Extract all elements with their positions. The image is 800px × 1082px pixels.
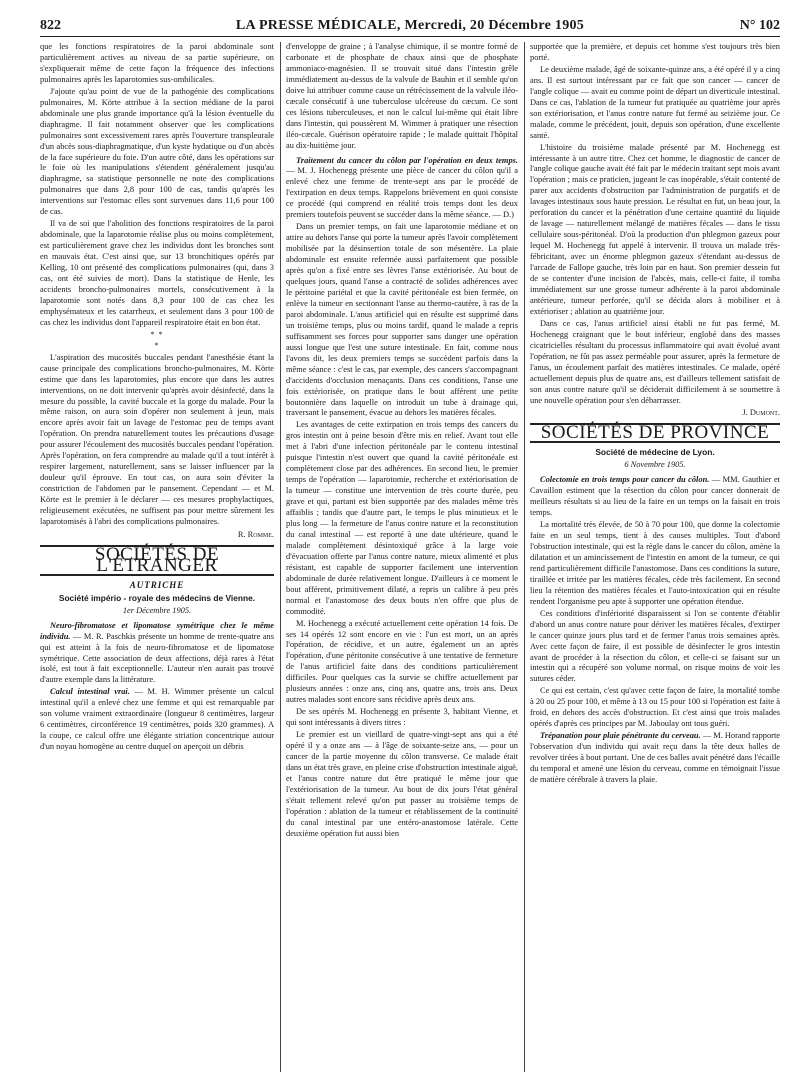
column-rule-2: [524, 42, 525, 1072]
paragraph: M. Hochenegg a exécuté actuellement cette opération 14 fois. De ses 14 opérés 12 sont encore en vie : l'un est mort, un an après l'opération, de récidive, et un autre, également un an après l'opération, d'une péritonite consécutive à une tentative de fermeture de l'anus artificiel faite dans des conditions particulièrement difficiles. Pour quelques cas la survie se chiffre actuellement par plusieurs années : onze ans, cinq ans, quatre ans, trois ans. Deux autres malades sont encore sans récidive après deux ans.: [286, 618, 518, 705]
section-asterism: * * *: [150, 329, 164, 350]
article-title: Trépanation pour plaie pénétrante du cerveau.: [540, 731, 701, 741]
column-3: [530, 42, 780, 1072]
paragraph: L'histoire du troisième malade présenté par M. Hochenegg est intéressante à un autre titre. Chez cet homme, le diagnostic de cancer de l'angle colique gauche avait été fait par le médecin traitant sept mois avant l'opération ; mais ce praticien, jugeant le cas inopérable, s'était contenté de parer aux accidents d'obstruction par l'administration de purgatifs et de lavages intestinaux sous haute pression. Le résultat en fut, un beau jour, la perforation du cancer et la pénétration d'une certaine quantité du liquide de lavage — naturellement mélangé de matières fécales — dans le tissu cellulaire sous-péritonéal. D'où la production d'un phlegmon gazeux pour lequel M. Hochenegg fut appelé à intervenir. Il trouva un malade très-fébricitant, avec un énorme phlegmon gazeux s'étendant au-dessus de l'arcade de Fallope gauche, très loin par en haut. Son premier dessein fut de se contenter d'une incision de l'abcès, mais, celle-ci faite, il tomba immédiatement sur une grosse tumeur adhérente à la paroi abdominale antérieure, tumeur perforée, qu'il se décida alors à mobiliser et à extérioriser ; ablation au quatrième jour.: [530, 142, 780, 316]
society-heading: Société império - royale des médecins de Vienne.: [58, 592, 256, 603]
article-text: — MM. Gauthier et Cavaillon estiment que la résection du côlon pour cancer donnerait de meilleurs résultats si au lieu de la faire en un temps on la faisait en trois temps.: [530, 475, 780, 518]
paragraph: J'ajoute qu'au point de vue de la pathogénie des complications pulmonaires, M. Körte attribue à la section médiane de la paroi abdominale une plus grande importance qu'à la lésion éventuelle du diaphragme. Il fait notamment observer que les complications pulmonaires sont excessivement rares après l'ouverture transpleurale d'un abcès sous-diaphragmatique, d'un kyste hydatique ou d'un abcès de la face supérieure du foie. D'un autre côté, dans les opérations sur le foie où les manipulations s'étendent généralement jusqu'au diaphragme, sa statistique personnelle ne note des complications pulmonaires que dans 2,8 pour 100 de cas, tandis qu'après les interventions sur l'estomac elles sont survenues dans 11,6 pour 100 de cas.: [40, 86, 274, 217]
issue-number: N° 102: [739, 18, 780, 33]
paragraph: Dans un premier temps, on fait une laparotomie médiane et on attire au dehors l'anse qui porte la tumeur après l'avoir complètement mobilisée par la désinsertion totale de son mésentère. La plaie abdominale est ensuite refermée aussi parfaitement que possible après qu'on a fixé entre ses lèvres l'anse extériorisée. Au bout de quelques jours, quand l'anse a contracté de solides adhérences avec le péritoine pariétal et que la cavité péritonéale est bien fermée, on enlève la tumeur en sectionnant l'anse au thermo-cautère, à ras de la paroi abdominale. L'anus artificiel qui en résulte est supprimé dans un troisième temps, plus ou moins tardif, quand le malade a repris suffisamment ses forces pour supporter sans danger une opération aussi longue que l'est une suture intestinale. En fait, comme nous l'avons dit, les deux premiers temps se succèdent parfois dans la même séance : c'est le cas, par exemple, des cancers s'accompagnant d'accidents d'occlusion menaçants. Dans ces conditions, l'anse une fois extériorisée, on pratique dans le bout afférent une petite boutonnière dans laquelle on introduit un tube à drainage qui, traversant le pansement, évacue au dehors les matières fécales.: [286, 222, 518, 418]
column-rule-1: [280, 42, 281, 1072]
paragraph: Les avantages de cette extirpation en trois temps des cancers du gros intestin ont à peine besoin d'être mis en relief. Avant tout elle met à l'abri d'une infection péritonéale par le contenu intestinal puisque l'intestin n'est ouvert que quand la cavité péritonéale est complètement close par des adhérences. En second lieu, le premier temps de l'opération — laparotomie, recherche et extériorisation de la tumeur — constitue une intervention de très courte durée, peu grave et qui, partant est bien supportée par des malades même très affaiblis ; tandis que d'autre part, le temps le plus minutieux et le plus long — la fermeture de l'anus contre nature et la reconstitution du canal intestinal — est reporté à une date ultérieure, quand le malade complètement désintoxiqué grâce à la large voie d'évacuation offerte par l'anus contre nature, mieux alimenté et plus résistant, est capable de supporter facilement une intervention abdominale de durée relativement longue. D'ailleurs à ce moment le bout afférent, primitivement dilaté, a repris un calibre à peu près normal et l'anastomose des deux bouts n'en offre que plus de commodité.: [286, 420, 518, 616]
journal-title: LA PRESSE MÉDICALE, Mercredi, 20 Décembre 1905: [235, 18, 585, 33]
header-rule: [40, 36, 780, 37]
country-heading: AUTRICHE: [129, 579, 185, 590]
paragraph: Dans ce cas, l'anus artificiel ainsi établi ne fut pas fermé, M. Hochenegg craignant que le bout inférieur, englobé dans des masses cicatricielles résultant du processus inflammatoire qui avait évolué avant l'opération, ne fût pas assez perméable pour assurer, après la fermeture de l'anus, un écoulement parfait des matières intestinales. Ce malade, opéré actuellement depuis plus de quatre ans, est d'ailleurs tellement satisfait de son anus contre nature qu'il se déciderait difficilement à se soumettre à une nouvelle opération pour s'en débarrasser.: [530, 318, 780, 405]
article-text: — M. Horand rapporte l'observation d'un individu qui avait reçu dans la tête deux balles de revolver tirées à bout portant. Une de ces balles avait pénétré dans l'écaille du temporal et amené une lésion du cerveau, comme en témoignait l'issue de matière cérébrale à travers la plaie.: [530, 731, 780, 784]
session-date: 1er Décembre 1905.: [122, 605, 192, 615]
society-heading: Société de médecine de Lyon.: [595, 447, 715, 458]
paragraph: De ses opérés M. Hochenegg en présente 3, habitant Vienne, et qui sont intéressants à divers titres :: [286, 707, 518, 728]
paragraph: Le deuxième malade, âgé de soixante-quinze ans, a été opéré il y a cinq ans. Il est surtout intéressant par ce fait que son cancer — cancer de l'angle colique — avait eu comme point de départ un diverticule intestinal. Dans ce cas, l'ablation de la tumeur fut pratiquée au quatrième jour après son extériorisation, et l'anus contre nature fut fermé au seizième jour. Ce malade, comme le précédent, jouit, depuis son opération, d'une excellente santé.: [530, 64, 780, 140]
column-1: [40, 42, 274, 1072]
article-text: — M. J. Hochenegg présente une pièce de cancer du côlon qu'il a enlevé chez une femme de trente-sept ans par le procédé de l'extirpation en deux temps. Rappelons brièvement en quoi consiste ce procédé (qui comprend en réalité trois temps dont les deux premiers toutefois peuvent se succéder dans la même séance. — D.): [286, 166, 518, 220]
paragraph: [530, 475, 780, 519]
paragraph: d'enveloppe de graine ; à l'analyse chimique, il se montre formé de carbonate et de phosphate de chaux ainsi que de phosphate ammoniaco-magnésien. Il se trouvait situé dans l'intestin grêle immédiatement au-dessus de la valvule de Bauhin et il semble qu'on doive lui attribuer comme cause un rétrécissement de la valvule iléo-cæcale consécutif à une tuberculose ulcéreuse du cæcum. Ce sont ces lésions tuberculeuses, et non le calcul lui-même qui était libre dans l'intestin, qui poussèrent M. Wimmer à pratiquer une résection iléo-cæcale. Guérison opératoire rapide ; le malade quittait l'hôpital au dix-huitième jour.: [286, 42, 518, 150]
article-title: Traitement du cancer du côlon par l'opération en deux temps.: [296, 155, 518, 165]
author-signature: R. Romme.: [237, 529, 274, 539]
paragraph: Il va de soi que l'abolition des fonctions respiratoires de la paroi abdominale, que la laparotomie réalise plus ou moins complètement, est particulièrement grave chez les individus dont les bronches sont en mauvais état. C'est ainsi que, sur 13 bronchitiques opérés par Kelling, 10 ont présenté des complications pulmonaires (qui, dans 3 cas, ont été suivies de mort). Dans la statistique de Henle, les accidents broncho-pulmonaires mortels, consécutivement à la laparotomie sont notés dans 8,3 pour 100 de cas chez les emphysémateux et les catarrheux, et seulement dans 3 pour 100 de cas chez les individus dont l'appareil respiratoire était en bon état.: [40, 219, 274, 327]
paragraph: La mortalité très élevée, de 50 à 70 pour 100, que donne la colectomie faite en un seul temps, tient à des causes multiples. Tout d'abord l'obstruction intestinale, qui est la règle dans le cancer du côlon, amène la dilatation et un amincissement de l'intestin en amont de la tumeur, ce qui rend particulièrement difficile l'anastomose. Dans ces conditions la suture, tiraillée et irritée par les matières fécales, cède très facilement. En second lieu la rétention des matières fécales et l'auto-intoxication qui en résulte rendent l'organisme peu apte à supporter une opération étendue.: [530, 520, 780, 606]
paragraph: [530, 731, 780, 786]
paragraph: [40, 687, 274, 753]
masthead: [40, 18, 780, 42]
paragraph: supportée que la première, et depuis cet homme s'est toujours très bien porté.: [530, 42, 780, 62]
paragraph: [40, 621, 274, 687]
page-number: 822: [40, 18, 61, 33]
article-text: — M. H. Wimmer présente un calcul intestinal qu'il a enlevé chez une femme et qui est remarquable par son volume vraiment extraordinaire (longueur 8 centimètres, largeur 6 centimètres, circonférence 19 centimètres, poids 320 grammes). A la coupe, ce calcul offre une élégante striation concentrique autour d'un noyau homogène au centre duquel on aperçoit un débris: [40, 687, 274, 752]
column-2: [286, 42, 518, 1072]
article-title: Calcul intestinal vrai.: [50, 687, 130, 697]
paragraph: Ce qui est certain, c'est qu'avec cette façon de faire, la mortalité tombe à 20 ou 25 pour 100, et même à 13 ou 15 pour 100 si l'opération est faite à froid, en dehors des accès d'obstruction. Et c'est ainsi que trois malades opérés d'après ces principes par M. Jaboulay ont tous guéri.: [530, 686, 780, 729]
article-text: — M. R. Paschkis présente un homme de trente-quatre ans qui est atteint à la fois de neuro-fibromatose et de lipomatose symétrique. Cette association de deux affections, déjà rares à l'état isolé, est tout à fait exceptionnelle. L'auteur n'en aurait pas trouvé d'autre exemple dans la littérature.: [40, 631, 274, 685]
paragraph: que les fonctions respiratoires de la paroi abdominale sont particulièrement actives au niveau de sa partie supérieure, on s'expliquerait même de cette façon la fréquence des infections pulmonaires après les laparotomies sus-ombilicales.: [40, 42, 274, 84]
article-title: Neuro-fibromatose et lipomatose symétrique chez le même individu.: [40, 620, 274, 641]
article-title: Colectomie en trois temps pour cancer du côlon.: [540, 475, 710, 485]
session-date: 6 Novembre 1905.: [624, 460, 686, 470]
paragraph: Le premier est un vieillard de quatre-vingt-sept ans qui a été opéré il y a onze ans — à l'âge de soixante-seize ans, — pour un cancer de la partie moyenne du côlon transverse. Ce malade était dans un état très grave, en pleine crise d'obstruction intestinale aiguë, et l'anus contre nature dut être pratiqué le même jour que l'extériorisation de la tumeur. Au bout de dix jours l'état général s'était tellement relevé qu'on put passer au troisième temps de l'opération : ablation de la tumeur et rétablissement de la continuité du canal intestinal par une entéro-anastomose latérale. Cette deuxième opération fut aussi bien: [286, 730, 518, 838]
section-banner-province: SOCIÉTÉS DE PROVINCE: [530, 423, 780, 443]
section-banner-etranger: SOCIÉTÉS DE L'ÉTRANGER: [40, 545, 274, 576]
paragraph: L'aspiration des mucosités buccales pendant l'anesthésie étant la cause principale des complications broncho-pulmonaires, M. Körte estime que dans les laparotomies, plus encore que dans les autres interventions, on ne doit intervenir qu'après avoir désinfecté, dans la mesure du possible, la cavité buccale et la gorge du malade. Pour la même raison, on aura soin d'opérer non seulement à jeun, mais encore après avoir fait un lavage de l'estomac peu de temps avant l'opération. On prendra naturellement toutes les précautions d'usage pour assurer l'écoulement des mucosités buccales pendant l'opération. Après l'opération, on fera comprendre au malade qu'il a tout intérêt à respirer largement, naturellement, sans se laisser influencer par la douleur qu'il éprouve. En tout cas, on aura soin d'éviter la constriction de l'abdomen par le pansement. Cependant — et M. Körte est le premier à le déclarer — ces mesures prophylactiques, religieusement exécutées, ne suffisent pas pour mettre sûrement les laparotomisés à l'abri des complications pulmonaires.: [40, 352, 274, 526]
paragraph: Ces conditions d'infériorité disparaissent si l'on se contente d'établir d'abord un anus contre nature pour dériver les matières fécales, d'extirper le cancer quinze jours plus tard et de fermer l'anus trois semaines après. Avec cette façon de faire, il est possible de désinfecter le gros intestin avant de procéder à la résection du côlon, et celle-ci se faisant sur un intestin qui a récupéré son volume normal, on risque moins de voir les sutures céder.: [530, 608, 780, 684]
paragraph: [286, 156, 518, 222]
author-signature: J. Dumont.: [742, 408, 780, 418]
